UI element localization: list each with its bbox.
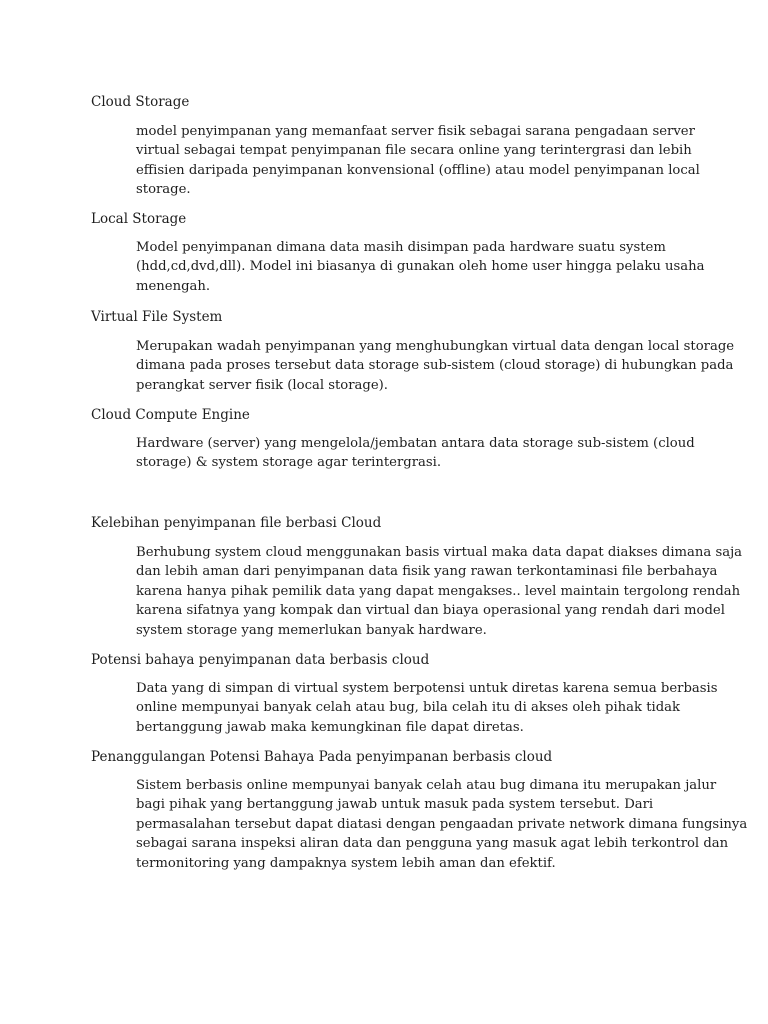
- body-line: sebagai sarana inspeksi aliran data dan pengguna yang masuk agat lebih terkontrol dan: [136, 836, 729, 852]
- body-line: permasalahan tersebut dapat diatasi dengan pengaadan private network dimana fungsinya: [136, 816, 748, 832]
- section-heading: Potensi bahaya penyimpanan data berbasis cloud: [91, 652, 430, 668]
- body-line: storage) & system storage agar terintergrasi.: [136, 455, 442, 471]
- section-body: [136, 238, 705, 296]
- section-body: [136, 543, 743, 640]
- body-line: bagi pihak yang bertanggung jawab untuk masuk pada system tersebut. Dari: [136, 797, 654, 813]
- body-line: dimana pada proses tersebut data storage sub-sistem (cloud storage) di hubungkan pada: [136, 358, 734, 374]
- section-heading: Penanggulangan Potensi Bahaya Pada penyimpanan berbasis cloud: [91, 749, 553, 765]
- body-line: Model penyimpanan dimana data masih disimpan pada hardware suatu system: [136, 240, 666, 255]
- body-line: termonitoring yang dampaknya system lebih aman dan efektif.: [136, 855, 556, 871]
- body-line: perangkat server fisik (local storage).: [136, 377, 388, 393]
- body-line: dan lebih aman dari penyimpanan data fisik yang rawan terkontaminasi file berbahaya: [136, 564, 718, 580]
- section-heading: Kelebihan penyimpanan file berbasi Cloud: [91, 515, 382, 531]
- body-line: system storage yang memerlukan banyak hardware.: [136, 622, 487, 638]
- section-body: [136, 122, 700, 200]
- body-line: storage.: [136, 182, 191, 198]
- body-line: effisien daripada penyimpanan konvensional (offline) atau model penyimpanan local: [136, 162, 700, 178]
- section-body: [136, 776, 748, 873]
- body-line: Merupakan wadah penyimpanan yang menghubungkan virtual data dengan local storage: [136, 339, 735, 354]
- body-line: model penyimpanan yang memanfaat server fisik sebagai sarana pengadaan server: [136, 124, 695, 139]
- body-line: virtual sebagai tempat penyimpanan file secara online yang terintergrasi dan lebih: [136, 143, 692, 159]
- body-line: (hdd,cd,dvd,dll). Model ini biasanya di gunakan oleh home user hingga pelaku usaha: [136, 259, 705, 275]
- body-line: Berhubung system cloud menggunakan basis virtual maka data dapat diakses dimana saja: [136, 545, 743, 560]
- body-line: karena sifatnya yang kompak dan virtual dan biaya operasional yang rendah dari model: [136, 603, 725, 619]
- section-body: [136, 434, 695, 473]
- body-line: karena hanya pihak pemilik data yang dapat mengakses.. level maintain tergolong rendah: [136, 583, 741, 599]
- section-heading: Cloud Compute Engine: [91, 407, 250, 423]
- body-line: online mempunyai banyak celah atau bug, bila celah itu di akses oleh pihak tidak: [136, 700, 681, 716]
- section-heading: Local Storage: [91, 211, 187, 227]
- section-body: [136, 679, 718, 737]
- body-line: Hardware (server) yang mengelola/jembatan antara data storage sub-sistem (cloud: [136, 436, 695, 451]
- section-heading: Virtual File System: [91, 309, 223, 325]
- body-line: Data yang di simpan di virtual system berpotensi untuk diretas karena semua berbasis: [136, 681, 718, 696]
- body-line: menengah.: [136, 278, 211, 294]
- section-heading: Cloud Storage: [91, 94, 190, 110]
- body-line: bertanggung jawab maka kemungkinan file dapat diretas.: [136, 719, 524, 735]
- section-body: [136, 337, 735, 395]
- body-line: Sistem berbasis online mempunyai banyak celah atau bug dimana itu merupakan jalur: [136, 778, 717, 793]
